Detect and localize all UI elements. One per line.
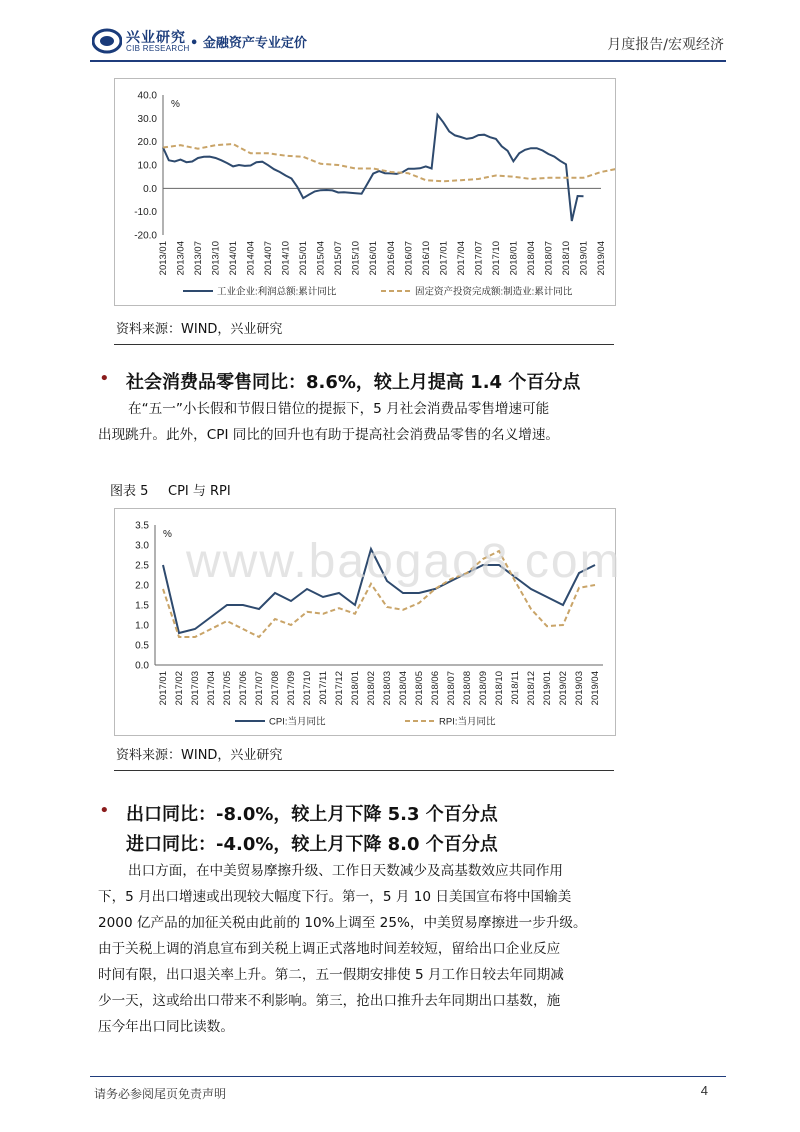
x-tick-label: 2018/07	[543, 241, 555, 276]
x-tick-label: 2016/10	[420, 241, 432, 276]
x-tick-label: 2014/01	[228, 241, 240, 276]
x-tick-label: 2017/08	[270, 671, 281, 706]
x-tick-label: 2018/08	[462, 671, 473, 706]
x-tick-label: 2018/11	[510, 671, 521, 705]
chart-profit-investment-svg	[115, 79, 615, 305]
figure5-title: CPI 与 RPI	[168, 484, 231, 499]
watermark: www.baogao8.com	[186, 535, 622, 588]
x-tick-label: 2016/01	[368, 241, 380, 276]
y-tick-label: 0.5	[135, 640, 149, 652]
x-tick-label: 2019/04	[596, 241, 607, 276]
legend-label-2: RPI:当月同比	[439, 716, 496, 728]
x-tick-label: 2017/07	[254, 671, 265, 706]
section2-line-6: 少一天，这或给出口带来不利影响。第三，抢出口推升去年同期出口基数，施	[98, 993, 561, 1009]
header-tagline: • 金融资产专业定价	[190, 36, 307, 51]
legend-label-1: 工业企业:利润总额:累计同比	[217, 286, 337, 298]
section1-line-2: 出现跳升。此外，CPI 同比的回升也有助于提高社会消费品零售的名义增速。	[98, 427, 560, 443]
section1-heading: 社会消费品零售同比：8.6%，较上月提高 1.4 个百分点	[126, 372, 581, 393]
x-tick-label: 2018/09	[478, 671, 489, 706]
x-tick-label: 2017/04	[455, 241, 467, 276]
y-tick-label: 3.0	[135, 540, 149, 552]
x-tick-label: 2018/02	[366, 671, 377, 706]
x-tick-label: 2018/10	[560, 241, 572, 276]
y-tick-label: 3.5	[135, 520, 149, 532]
source1-rule	[114, 344, 614, 345]
x-tick-label: 2017/10	[490, 241, 502, 276]
y-tick-label: 2.0	[135, 580, 149, 592]
x-tick-label: 2015/10	[350, 241, 362, 276]
x-tick-label: 2015/07	[333, 241, 345, 276]
section2-bullet: •	[99, 800, 110, 821]
legend-label-1: CPI:当月同比	[269, 716, 326, 728]
x-tick-label: 2015/01	[298, 241, 310, 276]
chart1-source: 资料来源：WIND，兴业研究	[116, 322, 283, 337]
y-tick-label: 2.5	[135, 560, 149, 572]
logo-chinese-name: 兴业研究	[126, 30, 186, 46]
x-tick-label: 2014/04	[245, 241, 257, 276]
x-tick-label: 2017/09	[286, 671, 297, 706]
section2-line-5: 时间有限，出口退关率上升。第二，五一假期安排使 5 月工作日较去年同期减	[98, 967, 564, 983]
section2-line-3: 2000 亿产品的加征关税由此前的 10%上调至 25%，中美贸易摩擦进一步升级。	[98, 915, 587, 931]
x-tick-label: 2017/04	[206, 671, 217, 706]
x-tick-label: 2017/06	[238, 671, 249, 706]
y-tick-label: 20.0	[137, 137, 157, 149]
legend-label-2: 固定资产投资完成额:制造业:累计同比	[415, 286, 573, 298]
x-tick-label: 2018/03	[382, 671, 393, 706]
y-tick-label: 1.5	[135, 600, 149, 612]
y-tick-label: -20.0	[134, 230, 157, 242]
y-tick-label: -10.0	[134, 207, 157, 219]
x-tick-label: 2017/01	[438, 241, 450, 276]
series-line-2	[163, 144, 615, 181]
x-tick-label: 2017/05	[222, 671, 233, 706]
section2-line-2: 下，5 月出口增速或出现较大幅度下行。第一，5 月 10 日美国宣布将中国输美	[98, 889, 572, 905]
y-tick-label: 10.0	[137, 160, 157, 172]
y-tick-label: 40.0	[137, 90, 157, 102]
chart2-source: 资料来源：WIND，兴业研究	[116, 748, 283, 763]
x-tick-label: 2019/04	[590, 671, 601, 706]
x-tick-label: 2016/07	[403, 241, 415, 276]
x-tick-label: 2018/06	[430, 671, 441, 706]
x-tick-label: 2017/07	[473, 241, 485, 276]
x-tick-label: 2018/07	[446, 671, 457, 706]
x-tick-label: 2017/10	[302, 671, 313, 706]
x-tick-label: 2018/01	[350, 671, 361, 706]
section2-line-1: 出口方面，在中美贸易摩擦升级、工作日天数减少及高基数效应共同作用	[128, 863, 563, 879]
section2-heading-export: 出口同比：-8.0%，较上月下降 5.3 个百分点	[126, 804, 498, 825]
x-tick-label: 2018/04	[398, 671, 409, 706]
source2-rule	[114, 770, 614, 771]
y-tick-label: 0.0	[135, 660, 149, 672]
chart-profit-investment	[114, 78, 616, 306]
y-tick-label: 1.0	[135, 620, 149, 632]
x-tick-label: 2018/01	[508, 241, 520, 276]
section2-heading-import: 进口同比：-4.0%，较上月下降 8.0 个百分点	[126, 834, 498, 855]
x-tick-label: 2013/10	[210, 241, 222, 276]
x-tick-label: 2017/11	[318, 671, 329, 705]
y-unit-label: %	[163, 529, 172, 540]
section2-line-7: 压今年出口同比读数。	[98, 1019, 234, 1035]
footer-disclaimer: 请务必参阅尾页免责声明	[94, 1087, 227, 1101]
logo-english-name: CIB RESEARCH	[126, 44, 190, 53]
figure5-label: 图表 5	[110, 484, 149, 499]
page-number: 4	[700, 1083, 708, 1098]
y-tick-label: 30.0	[137, 113, 157, 125]
x-tick-label: 2018/10	[494, 671, 505, 706]
section1-bullet: •	[99, 368, 110, 389]
header-rule	[90, 60, 726, 62]
section1-line-1: 在“五一”小长假和节假日错位的提振下，5 月社会消费品零售增速可能	[128, 401, 550, 417]
x-tick-label: 2019/03	[574, 671, 585, 706]
cib-logo-icon	[92, 28, 122, 54]
x-tick-label: 2014/07	[263, 241, 275, 276]
series-line-1	[163, 115, 584, 221]
footer-rule	[90, 1076, 726, 1077]
x-tick-label: 2016/04	[385, 241, 397, 276]
y-tick-label: 0.0	[143, 183, 157, 195]
x-tick-label: 2017/12	[334, 671, 345, 706]
x-tick-label: 2019/02	[558, 671, 569, 706]
x-tick-label: 2019/01	[578, 241, 590, 276]
x-tick-label: 2013/01	[158, 241, 169, 276]
x-tick-label: 2015/04	[315, 241, 327, 276]
x-tick-label: 2014/10	[280, 241, 292, 276]
x-tick-label: 2013/04	[175, 241, 187, 276]
x-tick-label: 2018/05	[414, 671, 425, 706]
section2-line-4: 由于关税上调的消息宣布到关税上调正式落地时间差较短，留给出口企业反应	[98, 941, 561, 957]
x-tick-label: 2013/07	[193, 241, 205, 276]
x-tick-label: 2017/02	[174, 671, 185, 706]
report-type: 月度报告/宏观经济	[607, 37, 724, 53]
y-unit-label: %	[171, 99, 180, 110]
x-tick-label: 2017/03	[190, 671, 201, 706]
x-tick-label: 2019/01	[542, 671, 553, 706]
x-tick-label: 2018/12	[526, 671, 537, 706]
x-tick-label: 2018/04	[525, 241, 537, 276]
x-tick-label: 2017/01	[158, 671, 169, 706]
